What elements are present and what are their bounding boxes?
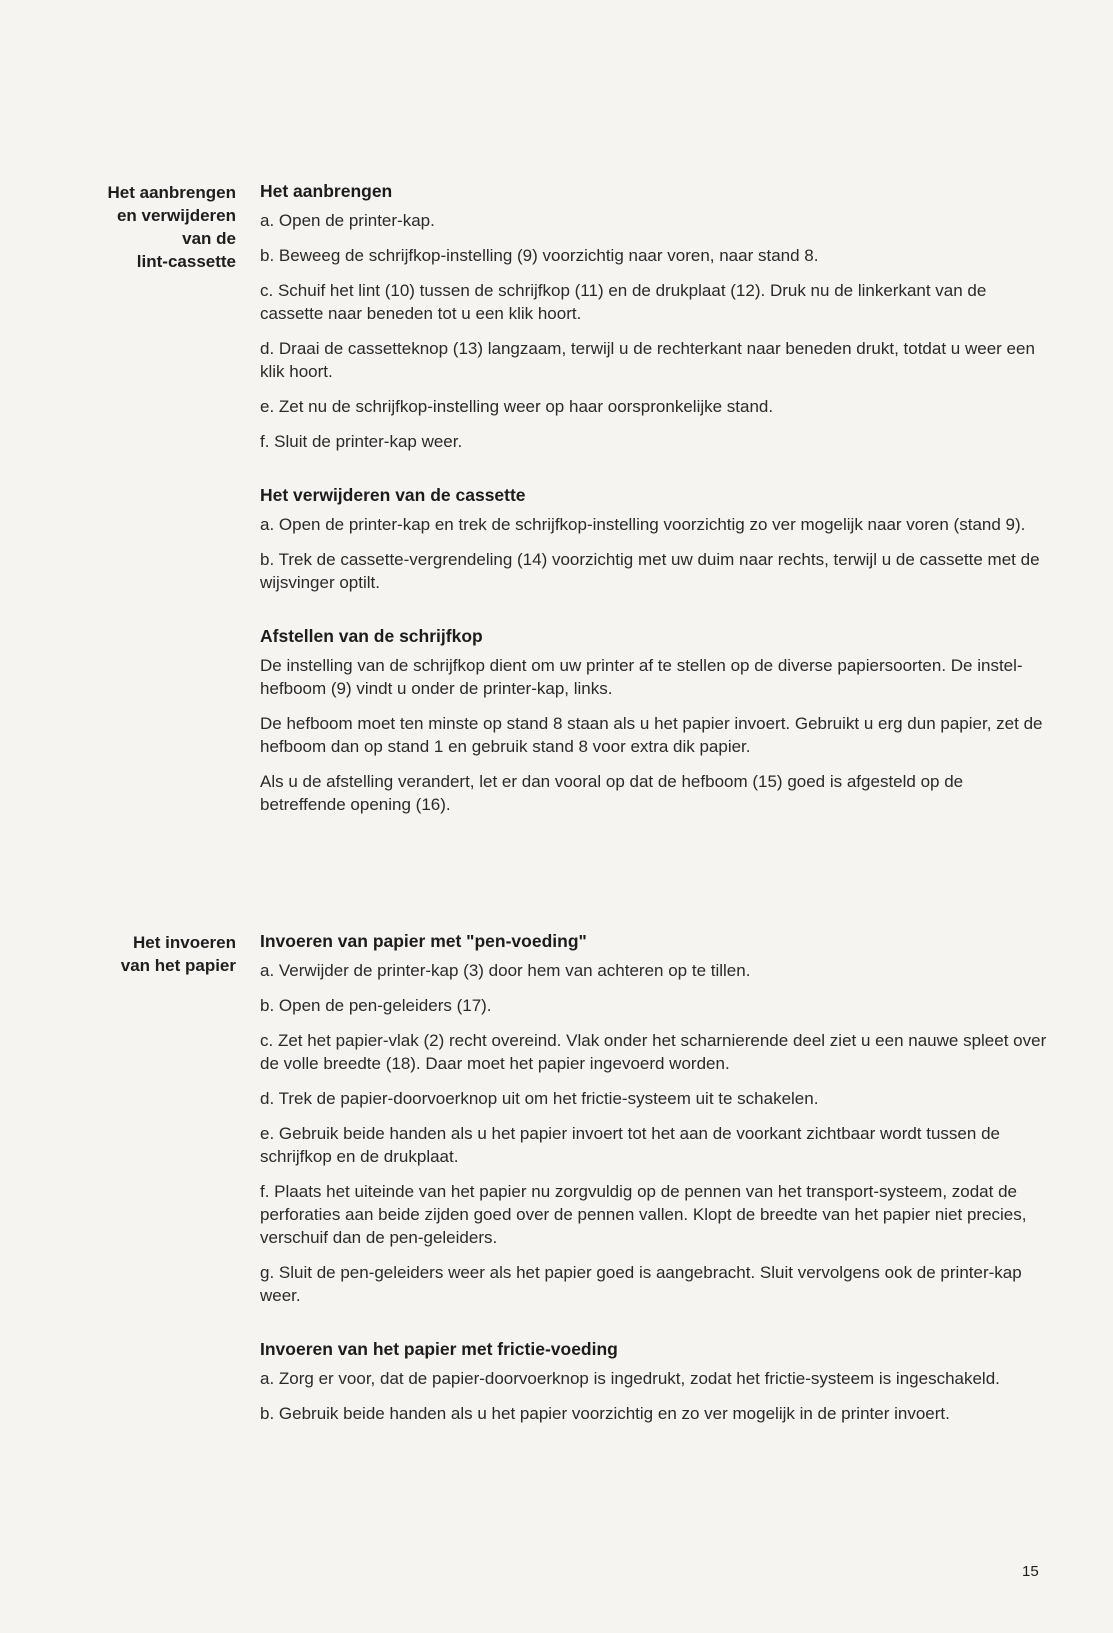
step-b: b. Beweeg de schrijfkop-instelling (9) voorzichtig naar voren, naar stand 8.	[260, 246, 819, 265]
step-d: d. Trek de papier-doorvoerknop uit om het frictie-systeem uit te schakelen.	[260, 1089, 819, 1108]
block-heading: Het verwijderen van de cassette	[260, 485, 526, 505]
side-label-line: Het aanbrengen	[107, 183, 236, 202]
side-label-lint-cassette	[60, 181, 236, 273]
side-label-line: en verwijderen	[116, 206, 236, 225]
step-g: g. Sluit de pen-geleiders weer als het papier goed is aangebracht. Sluit vervolgens ook de printer-kap weer.	[260, 1263, 1022, 1305]
step-e: e. Zet nu de schrijfkop-instelling weer op haar oorspronkelijke stand.	[260, 397, 774, 416]
block-verwijderen	[260, 483, 1050, 594]
step-c: c. Zet het papier-vlak (2) recht overeind. Vlak onder het scharnierende deel ziet u een nauwe spleet over de volle breedte (18). Daar moet het papier ingevoerd worden.	[260, 1031, 1047, 1073]
paragraph: De hefboom moet ten minste op stand 8 staan als u het papier invoert. Gebruikt u erg dun papier, zet de hefboom dan op stand 1 en gebruik stand 8 voor extra dik papier.	[260, 714, 1043, 756]
step-a: a. Verwijder de printer-kap (3) door hem van achteren op te tillen.	[260, 961, 751, 980]
section-papier	[260, 929, 1050, 1455]
step-a: a. Open de printer-kap en trek de schrijfkop-instelling voorzichtig zo ver mogelijk naar voren (stand 9).	[260, 515, 1026, 534]
step-f: f. Plaats het uiteinde van het papier nu zorgvuldig op de pennen van het transport-systeem, zodat de perforaties aan beide zijden goed over de pennen vallen. Klopt de breedte van het papier niet precies, verschuif dan de pen-geleiders.	[260, 1182, 1027, 1247]
block-afstellen	[260, 624, 1050, 816]
block-heading: Invoeren van het papier met frictie-voeding	[260, 1339, 618, 1359]
paragraph: De instelling van de schrijfkop dient om uw printer af te stellen op de diverse papiersoorten. De instel-hefboom (9) vindt u onder de printer-kap, links.	[260, 656, 1023, 698]
block-heading: Afstellen van de schrijfkop	[260, 626, 483, 646]
step-b: b. Trek de cassette-vergrendeling (14) voorzichtig met uw duim naar rechts, terwijl u de cassette met de wijsvinger optilt.	[260, 550, 1040, 592]
step-e: e. Gebruik beide handen als u het papier invoert tot het aan de voorkant zichtbaar wordt tussen de schrijfkop en de drukplaat.	[260, 1124, 1000, 1166]
page-number: 15	[1022, 1563, 1039, 1580]
side-label-line: lint-cassette	[136, 252, 236, 271]
step-a: a. Open de printer-kap.	[260, 211, 435, 230]
block-frictie-voeding	[260, 1337, 1050, 1425]
paragraph: Als u de afstelling verandert, let er dan vooral op dat de hefboom (15) goed is afgesteld op de betreffende opening (16).	[260, 772, 964, 814]
step-b: b. Gebruik beide handen als u het papier voorzichtig en zo ver mogelijk in de printer invoert.	[260, 1404, 950, 1423]
block-heading: Invoeren van papier met "pen-voeding"	[260, 931, 587, 951]
block-aanbrengen	[260, 179, 1050, 453]
side-label-line: van het papier	[120, 956, 236, 975]
section-lint-cassette	[260, 179, 1050, 846]
block-heading: Het aanbrengen	[260, 181, 393, 201]
side-label-line: van de	[182, 229, 236, 248]
step-a: a. Zorg er voor, dat de papier-doorvoerknop is ingedrukt, zodat het frictie-systeem is ingeschakeld.	[260, 1369, 1000, 1388]
side-label-papier	[60, 931, 236, 977]
step-b: b. Open de pen-geleiders (17).	[260, 996, 492, 1015]
block-pen-voeding	[260, 929, 1050, 1307]
step-c: c. Schuif het lint (10) tussen de schrijfkop (11) en de drukplaat (12). Druk nu de linkerkant van de cassette naar beneden tot u een klik hoort.	[260, 281, 987, 323]
side-label-line: Het invoeren	[133, 933, 236, 952]
step-f: f. Sluit de printer-kap weer.	[260, 432, 463, 451]
step-d: d. Draai de cassetteknop (13) langzaam, terwijl u de rechterkant naar beneden drukt, totdat u weer een klik hoort.	[260, 339, 1035, 381]
